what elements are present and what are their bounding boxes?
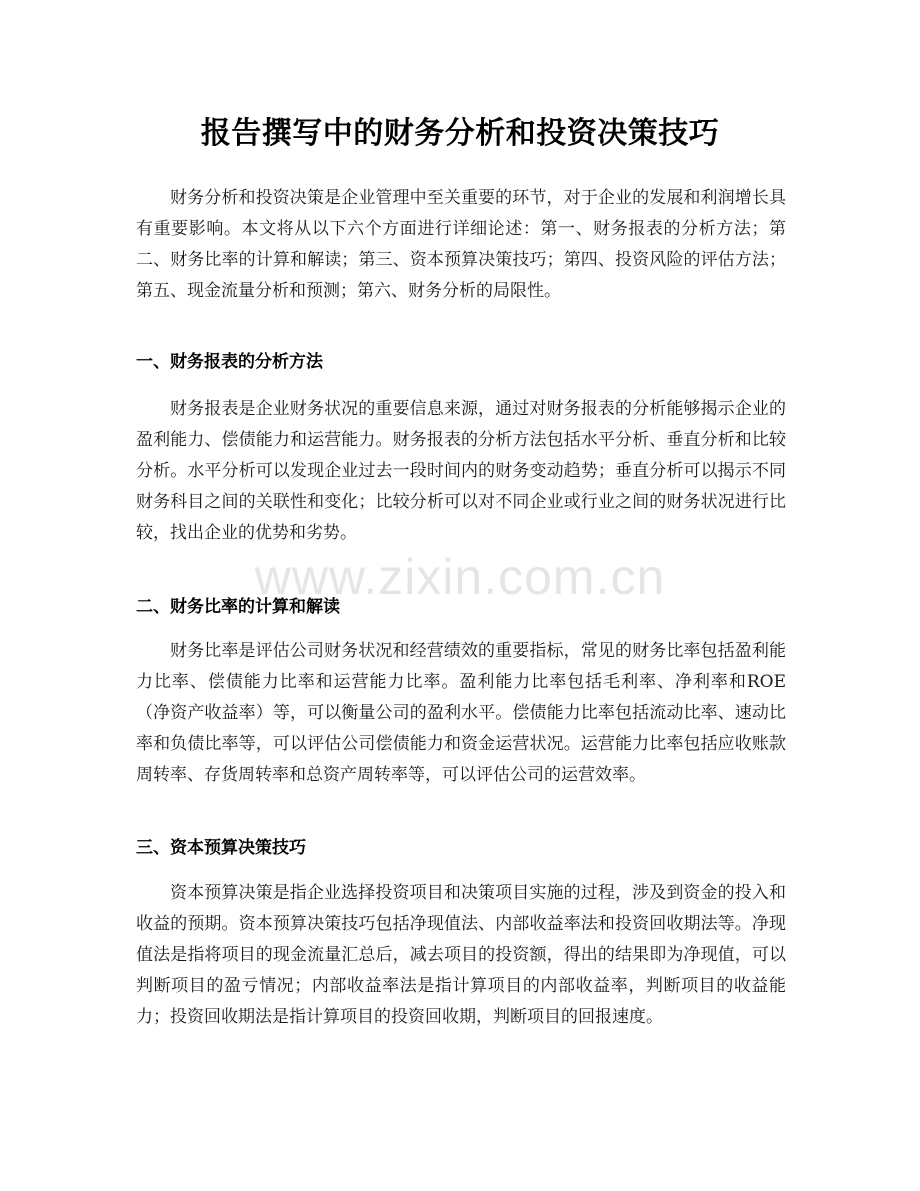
section-heading-1: 一、财务报表的分析方法 bbox=[136, 352, 323, 372]
section-body-3: 资本预算决策是指企业选择投资项目和决策项目实施的过程，涉及到资金的投入和收益的预期。资本预算决策技巧包括净现值法、内部收益率法和投资回收期法等。净现值法是指将项目的现金流量汇总后，减去项目的投资额，得出的结果即为净现值，可以判断项目的盈亏情况；内部收益率法是指计算项目的内部收益率，判断项目的收益能力；投资回收期法是指计算项目的投资回收期，判断项目的回报速度。 bbox=[136, 883, 786, 1027]
page-title: 报告撰写中的财务分析和投资决策技巧 bbox=[200, 116, 720, 151]
section-body-1: 财务报表是企业财务状况的重要信息来源，通过对财务报表的分析能够揭示企业的盈利能力、偿债能力和运营能力。财务报表的分析方法包括水平分析、垂直分析和比较分析。水平分析可以发现企业过去一段时间内的财务变动趋势；垂直分析可以揭示不同财务科目之间的关联性和变化；比较分析可以对不同企业或行业之间的财务状况进行比较，找出企业的优势和劣势。 bbox=[136, 399, 786, 543]
section-body-2: 财务比率是评估公司财务状况和经营绩效的重要指标，常见的财务比率包括盈利能力比率、偿债能力比率和运营能力比率。盈利能力比率包括毛利率、净利率和ROE（净资产收益率）等，可以衡量公司的盈利水平。偿债能力比率包括流动比率、速动比率和负债比率等，可以评估公司偿债能力和资金运营状况。运营能力比率包括应收账款周转率、存货周转率和总资产周转率等，可以评估公司的运营效率。 bbox=[136, 641, 786, 785]
section-heading-3: 三、资本预算决策技巧 bbox=[136, 838, 306, 858]
section-heading-2: 二、财务比率的计算和解读 bbox=[136, 597, 340, 617]
intro-paragraph: 财务分析和投资决策是企业管理中至关重要的环节，对于企业的发展和利润增长具有重要影响。本文将从以下六个方面进行详细论述：第一、财务报表的分析方法；第二、财务比率的计算和解读；第三、资本预算决策技巧；第四、投资风险的评估方法；第五、现金流量分析和预测；第六、财务分析的局限性。 bbox=[136, 188, 786, 301]
watermark: www.zixin.com.cn bbox=[254, 549, 666, 605]
